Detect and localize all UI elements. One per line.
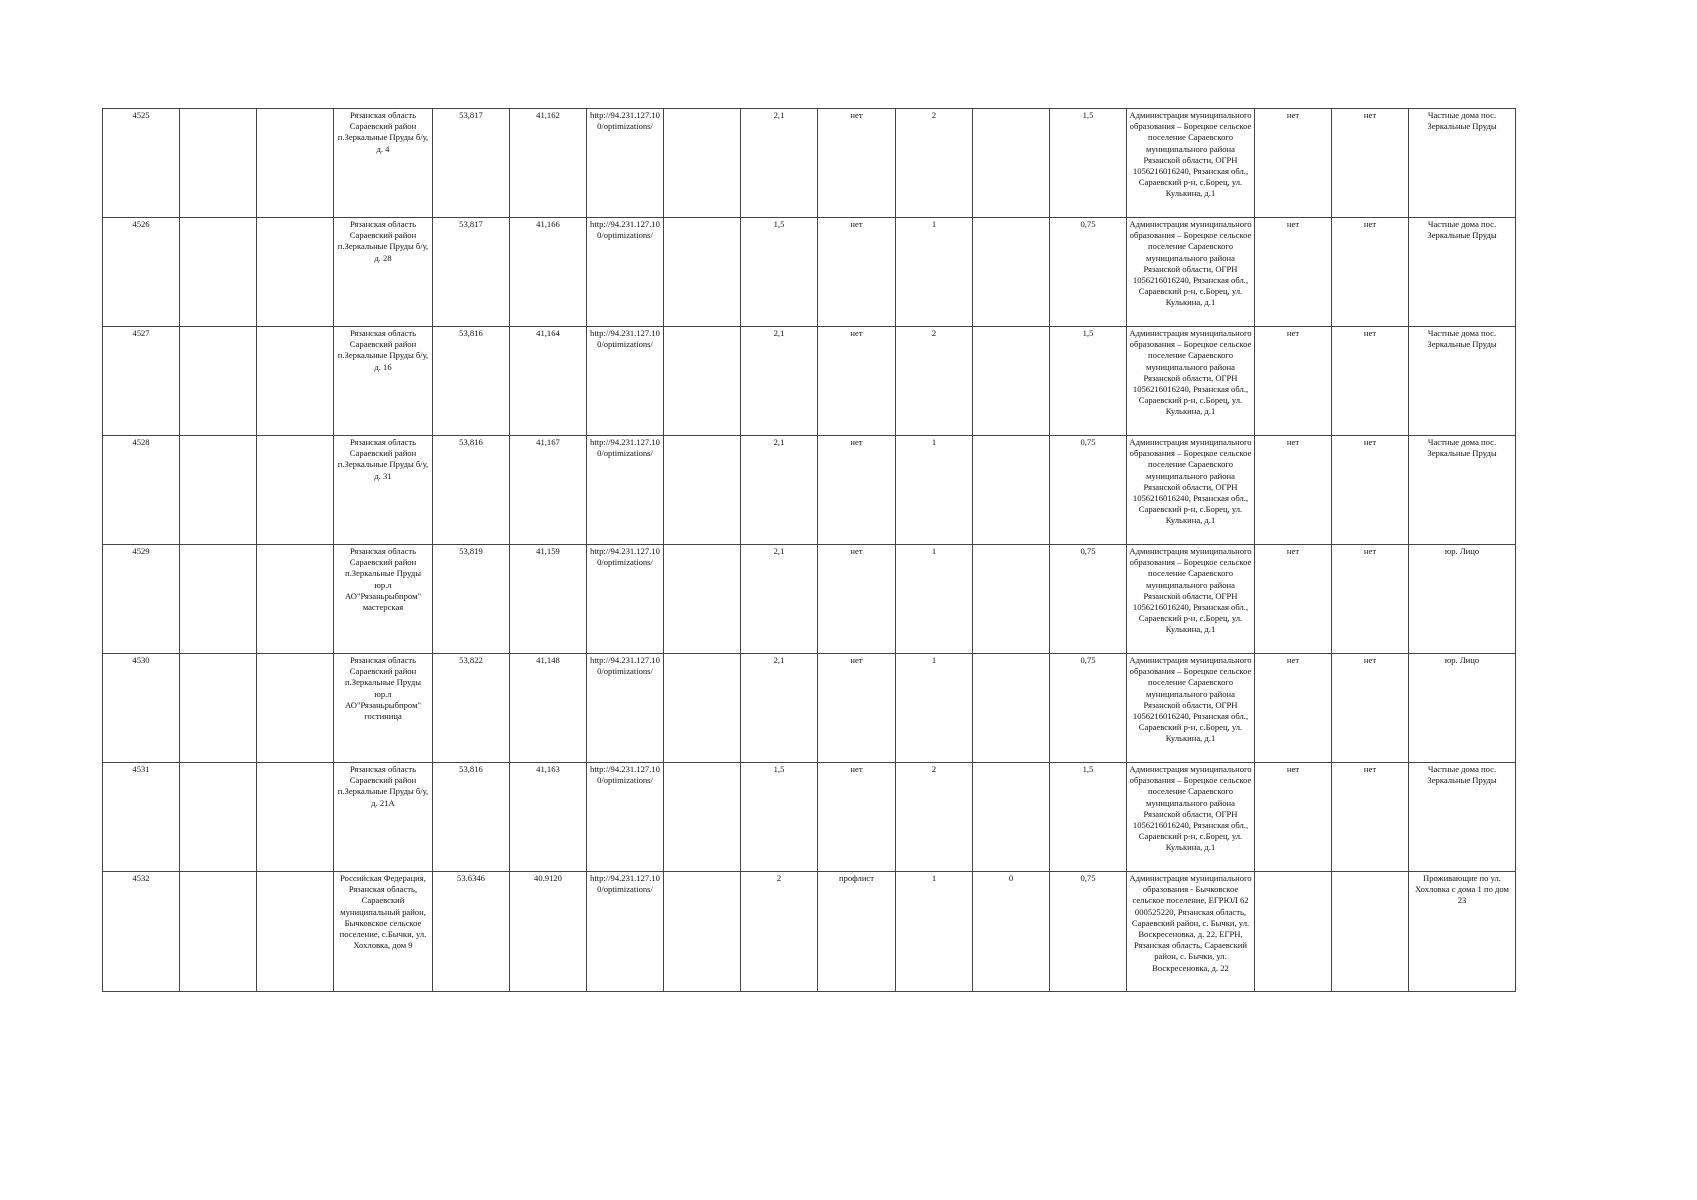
cell-col8 — [664, 654, 741, 763]
container-volume-cell: 0,75 — [1050, 218, 1127, 327]
owner-cell: Администрация муниципального образования – Борецкое сельское поселение Сараевского муниципального района Рязанской области, ОГРН 1056216016240, Рязанская обл., Сараевский р-н, с.Борец, ул. Кулькина, д.1 — [1127, 654, 1255, 763]
container-count-cell: 2 — [896, 109, 973, 218]
table-row — [103, 218, 1516, 327]
address-cell: Рязанская область Сараевский район п.Зеркальные Пруды б/у, д. 28 — [334, 218, 433, 327]
owner-cell: Администрация муниципального образования - Бычковское сельское поселение, ЕГРЮЛ 62 000525220, Рязанская область, Сараевский район, с. Бычки, ул. Воскресеновка, д. 22, ЕГРН, Рязанская область, Сараевский район, с. Бычки, ул. Воскресеновка, д. 22 — [1127, 872, 1255, 992]
row-number: 4528 — [103, 436, 180, 545]
area-cell: 2,1 — [741, 654, 818, 763]
cell-col15: нет — [1255, 545, 1332, 654]
container-count-cell: 1 — [896, 436, 973, 545]
address-cell: Рязанская область Сараевский район п.Зеркальные Пруды юр.л АО"Рязаньрыбпром" мастерская — [334, 545, 433, 654]
address-cell: Рязанская область Сараевский район п.Зеркальные Пруды юр.л АО"Рязаньрыбпром" гостиница — [334, 654, 433, 763]
map-link-cell: http://94.231.127.10 0/optimizations/ — [587, 218, 664, 327]
cell-col16: нет — [1332, 327, 1409, 436]
longitude-cell: 41,164 — [510, 327, 587, 436]
cell-col16: нет — [1332, 545, 1409, 654]
latitude-cell: 53,816 — [433, 763, 510, 872]
row-number: 4526 — [103, 218, 180, 327]
row-number: 4530 — [103, 654, 180, 763]
owner-cell: Администрация муниципального образования – Борецкое сельское поселение Сараевского муниципального района Рязанской области, ОГРН 1056216016240, Рязанская обл., Сараевский р-н, с.Борец, ул. Кулькина, д.1 — [1127, 109, 1255, 218]
registry-rows — [103, 109, 1516, 992]
cell-col3 — [257, 545, 334, 654]
cell-col2 — [180, 436, 257, 545]
cell-col2 — [180, 545, 257, 654]
cell-col2 — [180, 218, 257, 327]
cell-col16: нет — [1332, 218, 1409, 327]
cover-type-cell: профлист — [818, 872, 896, 992]
cell-col8 — [664, 436, 741, 545]
area-cell: 2,1 — [741, 545, 818, 654]
table-row — [103, 763, 1516, 872]
cover-type-cell: нет — [818, 763, 896, 872]
cell-col12 — [973, 436, 1050, 545]
cover-type-cell: нет — [818, 436, 896, 545]
table-row — [103, 545, 1516, 654]
cover-type-cell: нет — [818, 654, 896, 763]
table-row — [103, 327, 1516, 436]
cell-col15: нет — [1255, 436, 1332, 545]
latitude-cell: 53,822 — [433, 654, 510, 763]
cell-col12 — [973, 763, 1050, 872]
row-number: 4527 — [103, 327, 180, 436]
map-link-cell: http://94.231.127.10 0/optimizations/ — [587, 436, 664, 545]
cell-col12 — [973, 654, 1050, 763]
cell-col16: нет — [1332, 763, 1409, 872]
cell-col2 — [180, 872, 257, 992]
area-cell: 2,1 — [741, 436, 818, 545]
map-link-cell: http://94.231.127.10 0/optimizations/ — [587, 109, 664, 218]
cell-col15: нет — [1255, 654, 1332, 763]
cell-col12: 0 — [973, 872, 1050, 992]
cover-type-cell: нет — [818, 109, 896, 218]
cell-col2 — [180, 327, 257, 436]
longitude-cell: 41,167 — [510, 436, 587, 545]
waste-source-cell: Проживающие по ул. Хохловка с дома 1 по дом 23 — [1409, 872, 1516, 992]
waste-sites-registry-table — [102, 108, 1516, 992]
container-volume-cell: 0,75 — [1050, 654, 1127, 763]
row-number: 4525 — [103, 109, 180, 218]
cell-col2 — [180, 654, 257, 763]
map-link-cell: http://94.231.127.10 0/optimizations/ — [587, 872, 664, 992]
longitude-cell: 41,148 — [510, 654, 587, 763]
cell-col15: нет — [1255, 109, 1332, 218]
cell-col8 — [664, 545, 741, 654]
container-count-cell: 1 — [896, 872, 973, 992]
container-volume-cell: 1,5 — [1050, 763, 1127, 872]
cell-col12 — [973, 218, 1050, 327]
cover-type-cell: нет — [818, 218, 896, 327]
map-link-cell: http://94.231.127.10 0/optimizations/ — [587, 654, 664, 763]
cell-col16: нет — [1332, 436, 1409, 545]
area-cell: 1,5 — [741, 218, 818, 327]
waste-source-cell: Частные дома пос. Зеркальные Пруды — [1409, 218, 1516, 327]
waste-source-cell: Частные дома пос. Зеркальные Пруды — [1409, 327, 1516, 436]
cell-col15: нет — [1255, 327, 1332, 436]
cell-col3 — [257, 327, 334, 436]
cell-col3 — [257, 218, 334, 327]
area-cell: 1,5 — [741, 763, 818, 872]
cell-col3 — [257, 436, 334, 545]
cell-col15: нет — [1255, 763, 1332, 872]
row-number: 4532 — [103, 872, 180, 992]
cell-col8 — [664, 872, 741, 992]
cell-col12 — [973, 327, 1050, 436]
latitude-cell: 53.6346 — [433, 872, 510, 992]
container-count-cell: 1 — [896, 545, 973, 654]
owner-cell: Администрация муниципального образования – Борецкое сельское поселение Сараевского муниципального района Рязанской области, ОГРН 1056216016240, Рязанская обл., Сараевский р-н, с.Борец, ул. Кулькина, д.1 — [1127, 218, 1255, 327]
waste-source-cell: Частные дома пос. Зеркальные Пруды — [1409, 763, 1516, 872]
longitude-cell: 41,159 — [510, 545, 587, 654]
map-link-cell: http://94.231.127.10 0/optimizations/ — [587, 327, 664, 436]
cell-col3 — [257, 763, 334, 872]
container-count-cell: 2 — [896, 327, 973, 436]
latitude-cell: 53,816 — [433, 327, 510, 436]
latitude-cell: 53,819 — [433, 545, 510, 654]
waste-source-cell: Частные дома пос. Зеркальные Пруды — [1409, 436, 1516, 545]
cover-type-cell: нет — [818, 327, 896, 436]
container-volume-cell: 0,75 — [1050, 872, 1127, 992]
area-cell: 2,1 — [741, 327, 818, 436]
owner-cell: Администрация муниципального образования – Борецкое сельское поселение Сараевского муниципального района Рязанской области, ОГРН 1056216016240, Рязанская обл., Сараевский р-н, с.Борец, ул. Кулькина, д.1 — [1127, 436, 1255, 545]
owner-cell: Администрация муниципального образования – Борецкое сельское поселение Сараевского муниципального района Рязанской области, ОГРН 1056216016240, Рязанская обл., Сараевский р-н, с.Борец, ул. Кулькина, д.1 — [1127, 545, 1255, 654]
area-cell: 2,1 — [741, 109, 818, 218]
latitude-cell: 53,816 — [433, 436, 510, 545]
container-count-cell: 1 — [896, 218, 973, 327]
owner-cell: Администрация муниципального образования – Борецкое сельское поселение Сараевского муниципального района Рязанской области, ОГРН 1056216016240, Рязанская обл., Сараевский р-н, с.Борец, ул. Кулькина, д.1 — [1127, 763, 1255, 872]
address-cell: Российская Федерация, Рязанская область, Сараевский муниципальный район, Бычковское сельское поселение, с.Бычки, ул. Хохловка, дом 9 — [334, 872, 433, 992]
table-row — [103, 436, 1516, 545]
cell-col12 — [973, 109, 1050, 218]
row-number: 4531 — [103, 763, 180, 872]
row-number: 4529 — [103, 545, 180, 654]
cover-type-cell: нет — [818, 545, 896, 654]
longitude-cell: 41,163 — [510, 763, 587, 872]
address-cell: Рязанская область Сараевский район п.Зеркальные Пруды б/у, д. 21А — [334, 763, 433, 872]
address-cell: Рязанская область Сараевский район п.Зеркальные Пруды б/у, д. 31 — [334, 436, 433, 545]
container-volume-cell: 1,5 — [1050, 109, 1127, 218]
address-cell: Рязанская область Сараевский район п.Зеркальные Пруды б/у, д. 4 — [334, 109, 433, 218]
waste-source-cell: Частные дома пос. Зеркальные Пруды — [1409, 109, 1516, 218]
cell-col16 — [1332, 872, 1409, 992]
latitude-cell: 53,817 — [433, 109, 510, 218]
container-volume-cell: 0,75 — [1050, 545, 1127, 654]
container-count-cell: 2 — [896, 763, 973, 872]
table-row — [103, 109, 1516, 218]
container-volume-cell: 0,75 — [1050, 436, 1127, 545]
cell-col15: нет — [1255, 218, 1332, 327]
table-row — [103, 872, 1516, 992]
latitude-cell: 53,817 — [433, 218, 510, 327]
cell-col16: нет — [1332, 654, 1409, 763]
longitude-cell: 40.9120 — [510, 872, 587, 992]
cell-col8 — [664, 763, 741, 872]
longitude-cell: 41,162 — [510, 109, 587, 218]
cell-col2 — [180, 763, 257, 872]
map-link-cell: http://94.231.127.10 0/optimizations/ — [587, 545, 664, 654]
address-cell: Рязанская область Сараевский район п.Зеркальные Пруды б/у, д. 16 — [334, 327, 433, 436]
cell-col8 — [664, 109, 741, 218]
cell-col2 — [180, 109, 257, 218]
table-row — [103, 654, 1516, 763]
waste-source-cell: юр. Лицо — [1409, 545, 1516, 654]
cell-col15 — [1255, 872, 1332, 992]
cell-col16: нет — [1332, 109, 1409, 218]
longitude-cell: 41,166 — [510, 218, 587, 327]
area-cell: 2 — [741, 872, 818, 992]
waste-source-cell: юр. Лицо — [1409, 654, 1516, 763]
cell-col3 — [257, 654, 334, 763]
cell-col3 — [257, 872, 334, 992]
cell-col3 — [257, 109, 334, 218]
cell-col8 — [664, 218, 741, 327]
cell-col12 — [973, 545, 1050, 654]
cell-col8 — [664, 327, 741, 436]
map-link-cell: http://94.231.127.10 0/optimizations/ — [587, 763, 664, 872]
container-volume-cell: 1,5 — [1050, 327, 1127, 436]
container-count-cell: 1 — [896, 654, 973, 763]
owner-cell: Администрация муниципального образования – Борецкое сельское поселение Сараевского муниципального района Рязанской области, ОГРН 1056216016240, Рязанская обл., Сараевский р-н, с.Борец, ул. Кулькина, д.1 — [1127, 327, 1255, 436]
